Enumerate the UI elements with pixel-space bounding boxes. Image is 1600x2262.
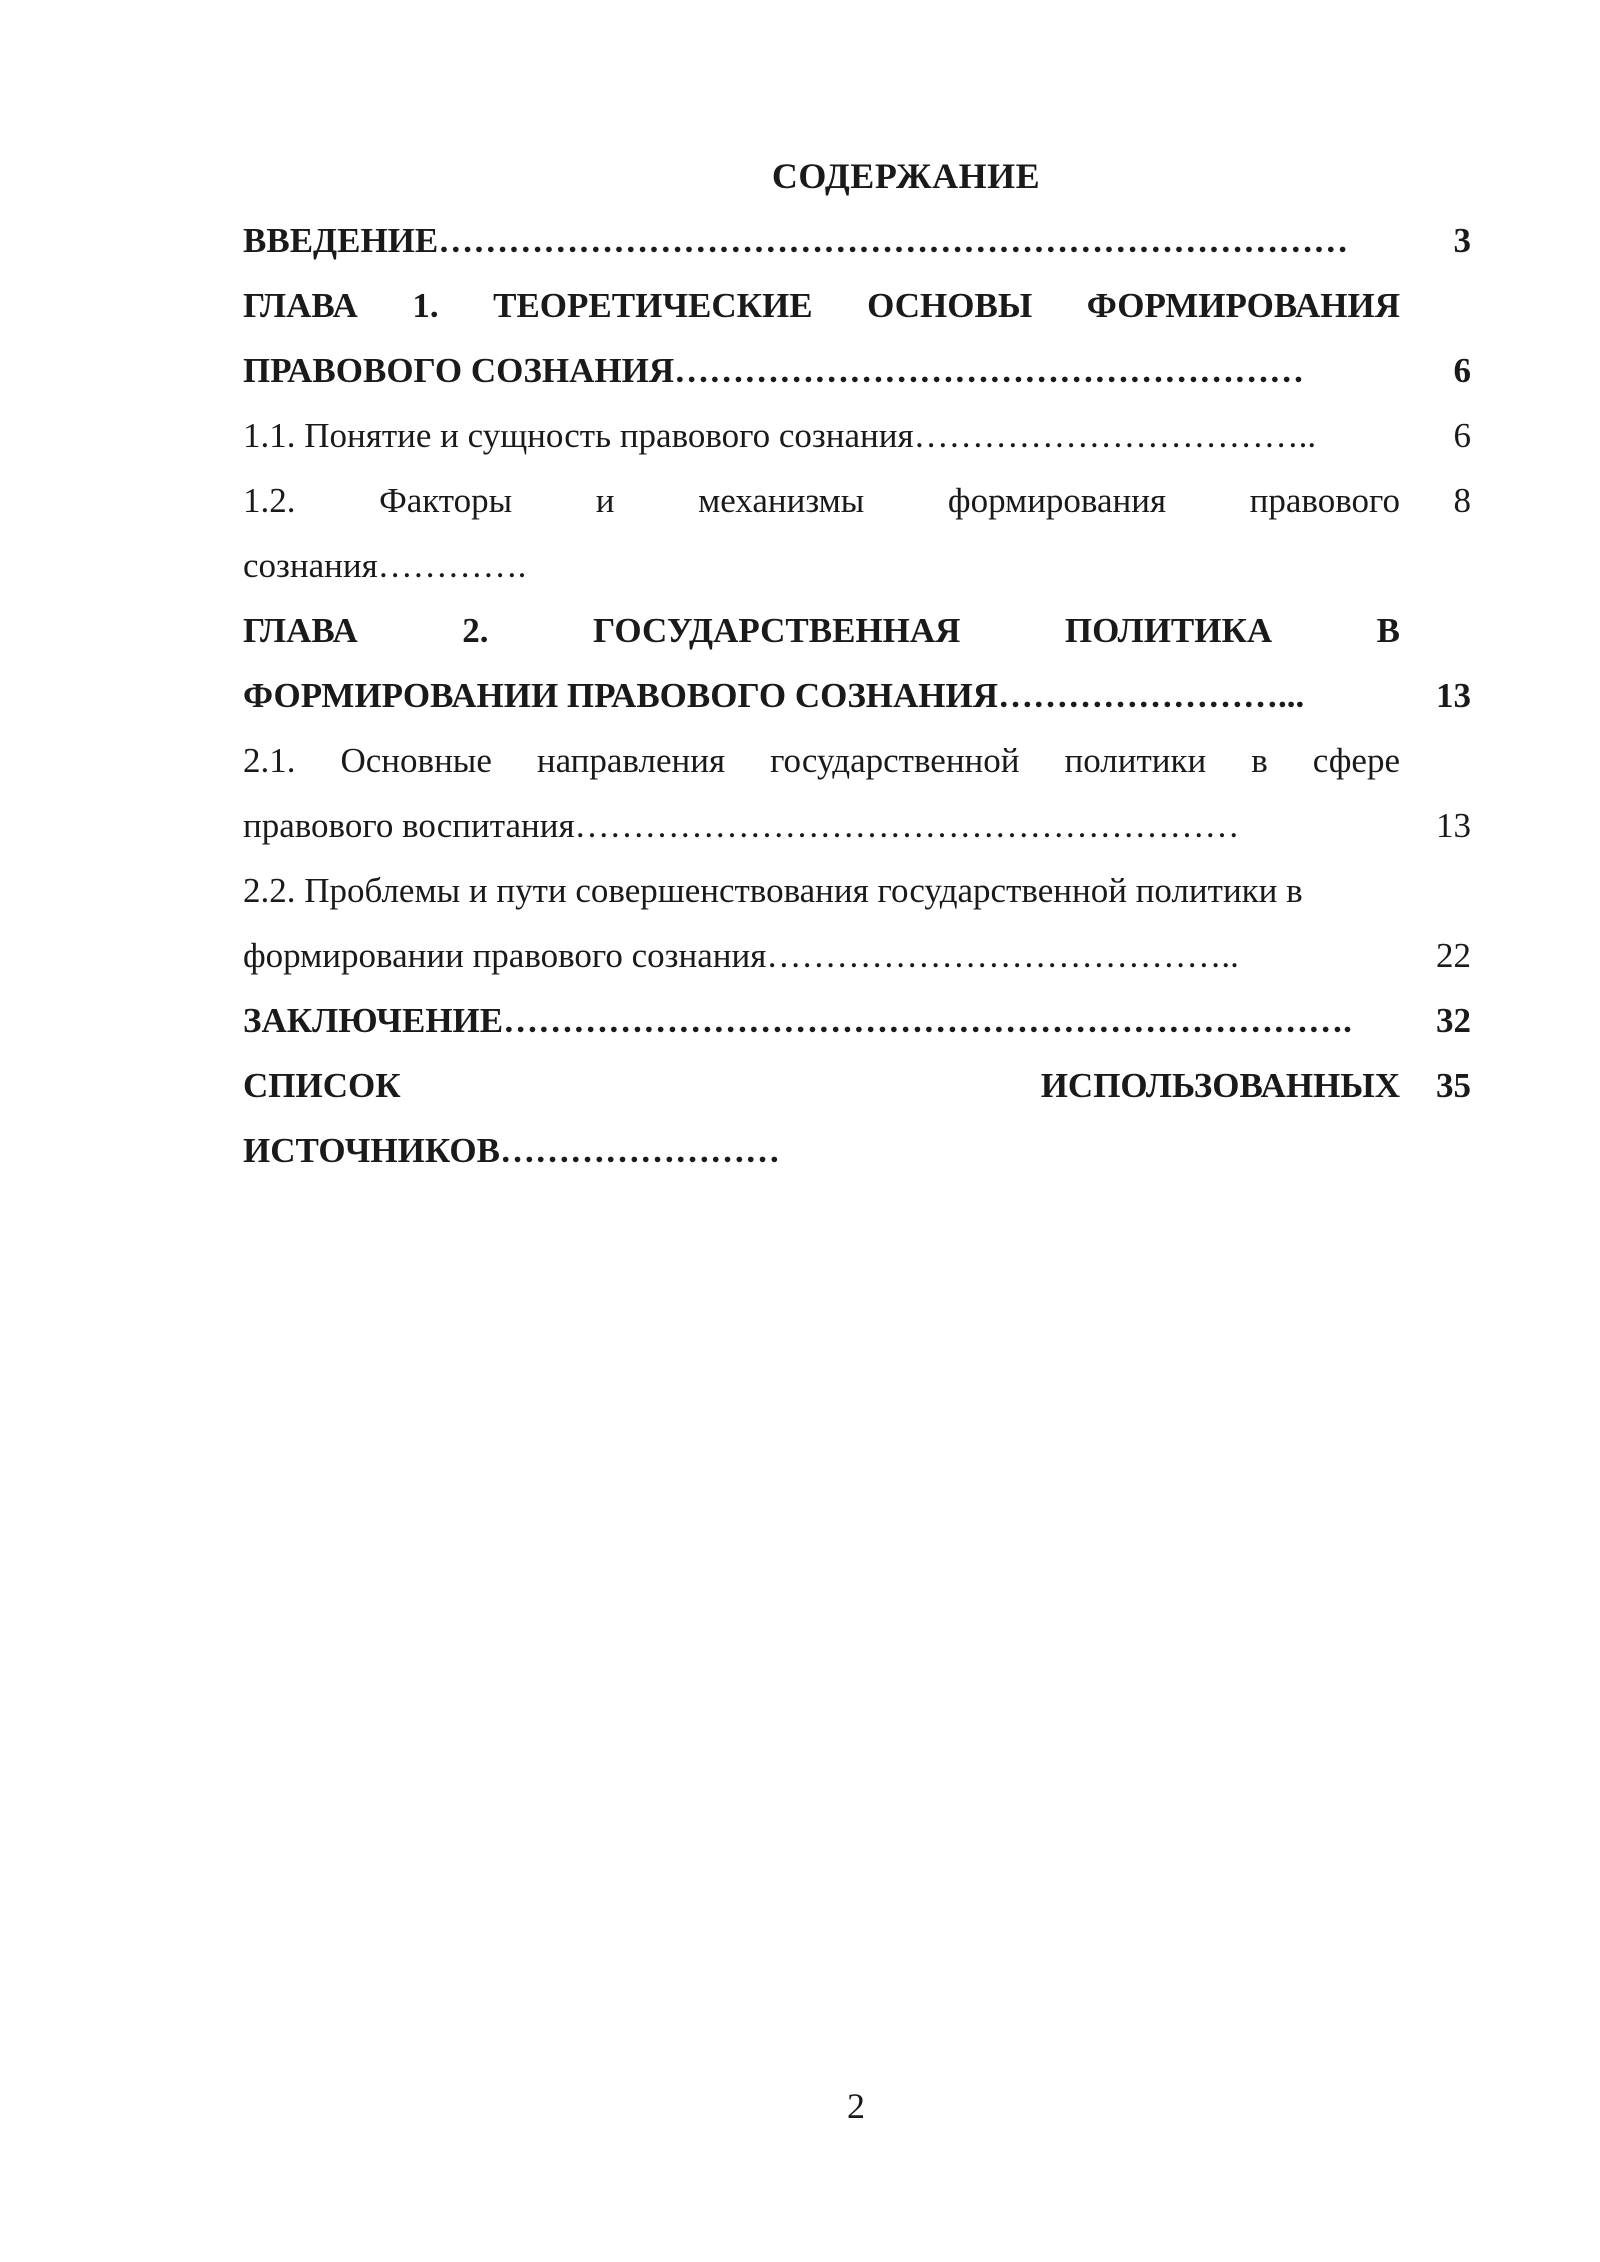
toc-word: в	[1251, 741, 1268, 780]
toc-word: ГОСУДАРСТВЕННАЯ	[592, 611, 961, 650]
toc-word: формирования	[947, 481, 1167, 520]
toc-entry-section1-2[interactable]	[243, 468, 1471, 598]
toc-word: Основные	[340, 741, 492, 780]
toc-entry-title	[243, 208, 1400, 273]
toc-entry-title	[243, 468, 1400, 598]
toc-page-number: 6	[1453, 416, 1471, 455]
toc-entry-line	[243, 273, 1400, 338]
toc-entry-title	[243, 728, 1400, 858]
toc-page-number: 13	[1436, 676, 1471, 715]
toc-word: 2.	[462, 611, 489, 650]
toc-entry-line: сознания………….	[243, 546, 527, 585]
toc-word: и	[595, 481, 615, 520]
toc-entry-title	[243, 598, 1400, 728]
toc-word: ОСНОВЫ	[867, 286, 1033, 325]
toc-word: 2.1.	[243, 741, 296, 780]
toc-page-number: 3	[1453, 221, 1471, 260]
toc-word: государственной	[770, 741, 1020, 780]
toc-word: СПИСОК	[243, 1066, 401, 1105]
toc-page-number: 22	[1436, 936, 1471, 975]
toc-entry-line: ПРАВОВОГО СОЗНАНИЯ………………………………………………	[243, 351, 1305, 390]
toc-word: ТЕОРЕТИЧЕСКИЕ	[493, 286, 813, 325]
toc-word: ИСПОЛЬЗОВАННЫХ	[1040, 1066, 1400, 1105]
toc-word: механизмы	[698, 481, 865, 520]
toc-page-number: 32	[1436, 1001, 1471, 1040]
toc-entry-section2-1[interactable]	[243, 728, 1471, 858]
toc-entry-chapter2[interactable]	[243, 598, 1471, 728]
toc-entry-intro[interactable]	[243, 208, 1471, 273]
toc-word: сфере	[1312, 741, 1400, 780]
toc-word: ГЛАВА	[243, 286, 358, 325]
toc-entry-title	[243, 858, 1400, 988]
toc-entry-line: формировании правового сознания…………………………………..	[243, 936, 1239, 975]
toc-word: направления	[536, 741, 726, 780]
toc-entry-title	[243, 403, 1400, 468]
toc-entry-line: ФОРМИРОВАНИИ ПРАВОВОГО СОЗНАНИЯ……………………...	[243, 676, 1305, 715]
toc-page-number: 8	[1453, 481, 1471, 520]
toc-word: 1.2.	[243, 481, 296, 520]
toc-word: ГЛАВА	[243, 611, 358, 650]
page-number: 2	[847, 2086, 865, 2126]
toc-word: политики	[1064, 741, 1207, 780]
toc-page-number: 6	[1453, 351, 1471, 390]
toc-word: ПОЛИТИКА	[1064, 611, 1273, 650]
toc-word: правового	[1249, 481, 1400, 520]
toc-entry-line: ИСТОЧНИКОВ……………………	[243, 1131, 780, 1170]
toc-entry-line	[243, 728, 1400, 793]
toc-word: ФОРМИРОВАНИЯ	[1086, 286, 1400, 325]
toc-entry-section2-2[interactable]	[243, 858, 1471, 988]
toc-entry-line: 1.1. Понятие и сущность правового сознания……………………………..	[243, 416, 1317, 455]
toc-word: В	[1376, 611, 1400, 650]
toc-entry-line: 2.2. Проблемы и пути совершенствования государственной политики в	[243, 871, 1303, 910]
toc-entry-section1-1[interactable]	[243, 403, 1471, 468]
toc-entry-line: ВВЕДЕНИЕ……………………………………………………………………	[243, 221, 1349, 260]
toc-page-number: 35	[1436, 1066, 1471, 1105]
toc-heading: СОДЕРЖАНИЕ	[771, 156, 1041, 196]
toc-entry-title	[243, 988, 1400, 1053]
toc-entry-chapter1[interactable]	[243, 273, 1471, 403]
table-of-contents	[243, 208, 1471, 1183]
toc-entry-line	[243, 1053, 1400, 1118]
toc-word: 1.	[412, 286, 439, 325]
toc-entry-line	[243, 598, 1400, 663]
toc-entry-line: правового воспитания…………………………………………………	[243, 806, 1240, 845]
toc-entry-line	[243, 468, 1400, 533]
toc-entry-title	[243, 273, 1400, 403]
toc-word: Факторы	[379, 481, 513, 520]
toc-page-number: 13	[1436, 806, 1471, 845]
toc-entry-line: ЗАКЛЮЧЕНИЕ……………………………………………………………….	[243, 1001, 1352, 1040]
toc-entry-conclusion[interactable]	[243, 988, 1471, 1053]
toc-entry-sources[interactable]	[243, 1053, 1471, 1183]
toc-entry-title	[243, 1053, 1400, 1183]
